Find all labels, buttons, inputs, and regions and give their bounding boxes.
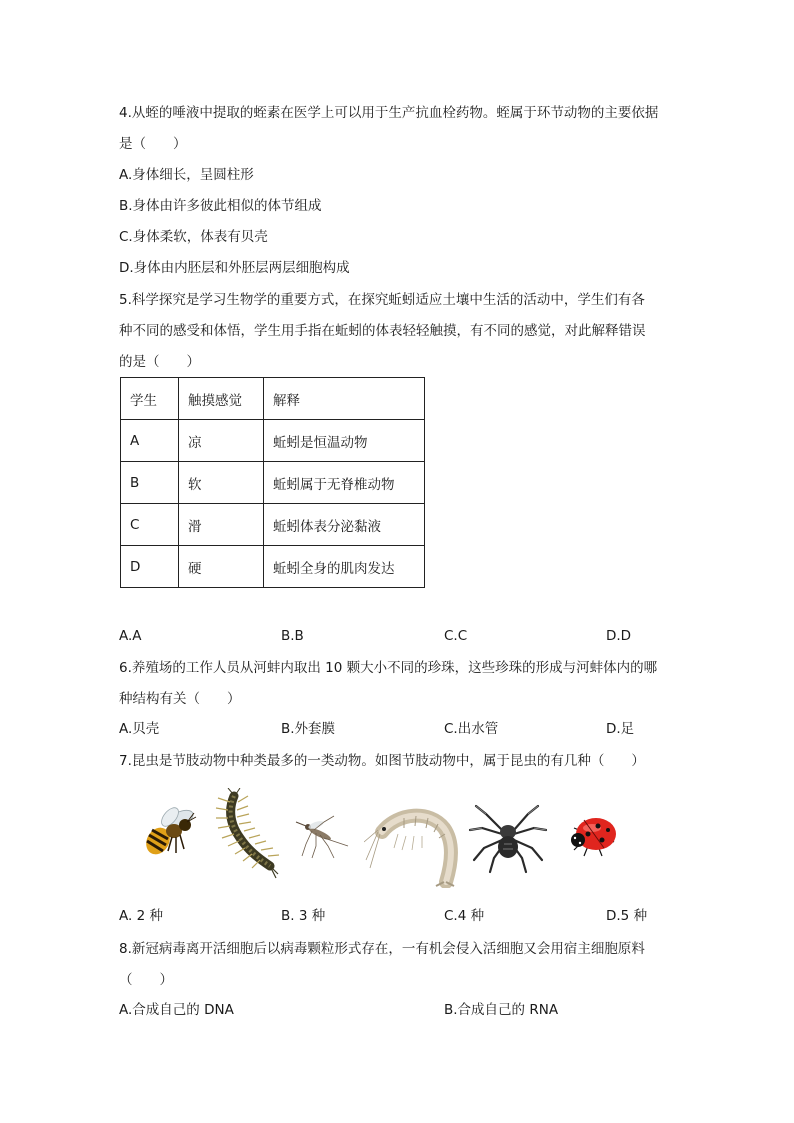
q7-option-c: C.4 种 [444,908,485,924]
q7-option-b: B. 3 种 [281,908,326,924]
q6-stem-line1: 6.养殖场的工作人员从河蚌内取出 10 颗大小不同的珍珠，这些珍珠的形成与河蚌体内的哪 [119,660,658,676]
table-cell: D [121,546,179,588]
table-cell: 蚯蚓是恒温动物 [264,420,425,462]
shrimp-image [364,798,464,888]
q4-stem-line2: 是（ ） [119,136,187,152]
table-header-cell: 解释 [264,378,425,420]
q5-stem-line2: 种不同的感受和体悟，学生用手指在蚯蚓的体表轻轻触摸，有不同的感觉，对此解释错误 [119,323,646,339]
table-cell: 硬 [179,546,264,588]
spider-image [468,800,548,876]
q7-option-a: A. 2 种 [119,908,163,924]
table-row [121,546,425,588]
q4-option-b: B.身体由许多彼此相似的体节组成 [119,198,322,214]
table-cell: 软 [179,462,264,504]
q5-option-c: C.C [444,628,468,644]
q6-option-b: B.外套膜 [281,721,336,737]
q5-stem-line1: 5.科学探究是学习生物学的重要方式，在探究蚯蚓适应土壤中生活的活动中，学生们有各 [119,292,645,308]
q8-stem-line1: 8.新冠病毒离开活细胞后以病毒颗粒形式存在，一有机会侵入活细胞又会用宿主细胞原料 [119,941,645,957]
table-row [121,504,425,546]
q6-option-a: A.贝壳 [119,721,160,737]
table-header-row [121,378,425,420]
q5-table [120,377,425,588]
q7-stem: 7.昆虫是节肢动物中种类最多的一类动物。如图节肢动物中，属于昆虫的有几种（ ） [119,753,645,769]
q7-option-d: D.5 种 [606,908,648,924]
q8-stem-line2: （ ） [119,972,173,988]
table-row [121,420,425,462]
ladybug-image [564,808,624,860]
table-row [121,462,425,504]
centipede-image [206,788,288,880]
table-cell: 蚯蚓全身的肌肉发达 [264,546,425,588]
mosquito-image [290,812,354,862]
table-cell: 滑 [179,504,264,546]
table-header-cell: 触摸感觉 [179,378,264,420]
q4-stem-line1: 4.从蛭的唾液中提取的蛭素在医学上可以用于生产抗血栓药物。蛭属于环节动物的主要依据 [119,105,659,121]
table-cell: B [121,462,179,504]
q4-option-c: C.身体柔软，体表有贝壳 [119,229,268,245]
q5-option-a: A.A [119,628,142,644]
q6-option-c: C.出水管 [444,721,499,737]
q5-stem-line3: 的是（ ） [119,354,200,370]
q4-option-d: D.身体由内胚层和外胚层两层细胞构成 [119,260,350,276]
q5-option-d: D.D [606,628,632,644]
q6-stem-line2: 种结构有关（ ） [119,691,241,707]
table-cell: A [121,420,179,462]
q5-option-b: B.B [281,628,304,644]
table-cell: C [121,504,179,546]
q8-option-a: A.合成自己的 DNA [119,1002,234,1018]
table-cell: 凉 [179,420,264,462]
q6-option-d: D.足 [606,721,635,737]
q4-option-a: A.身体细长，呈圆柱形 [119,167,254,183]
table-header-cell: 学生 [121,378,179,420]
table-cell: 蚯蚓属于无脊椎动物 [264,462,425,504]
table-cell: 蚯蚓体表分泌黏液 [264,504,425,546]
q8-option-b: B.合成自己的 RNA [444,1002,559,1018]
bee-image [138,805,200,863]
